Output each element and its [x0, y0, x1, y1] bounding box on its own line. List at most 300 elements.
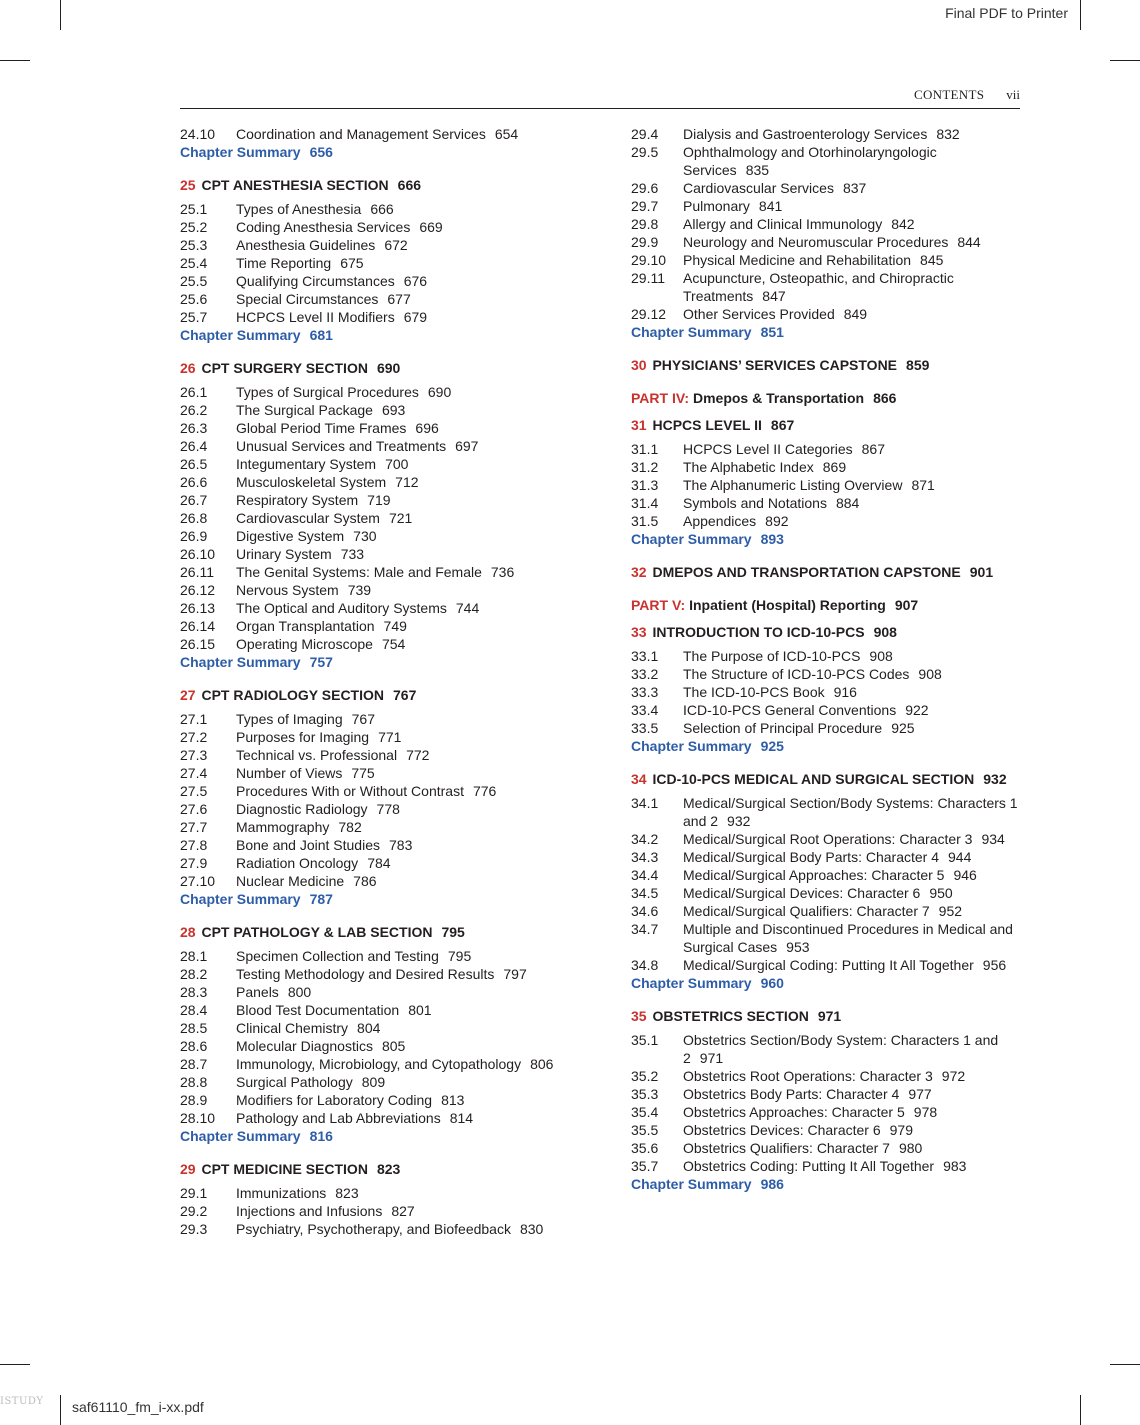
toc-right-column: [631, 125, 1026, 1193]
section-number: 35.6: [631, 1140, 659, 1156]
page-ref: 908: [873, 624, 897, 640]
section-title: [683, 494, 1026, 512]
toc-entry[interactable]: [180, 455, 600, 473]
toc-entry[interactable]: [180, 983, 600, 1001]
chapter-summary-link[interactable]: [180, 326, 600, 344]
section-title: [683, 215, 1026, 233]
toc-entry[interactable]: [180, 782, 600, 800]
section-title-text: Blood Test Documentation: [236, 1002, 400, 1018]
section-number: 25.2: [180, 219, 208, 235]
section-title-text: The Surgical Package: [236, 402, 373, 418]
toc-entry[interactable]: [180, 308, 600, 326]
page-ref: 837: [842, 180, 867, 196]
chapter-heading[interactable]: [180, 359, 600, 377]
page-ref: 816: [309, 1128, 333, 1144]
page-ref: 778: [376, 801, 400, 817]
section-number: 27.2: [180, 729, 208, 745]
page-ref: 669: [419, 219, 443, 235]
chapter-title: CPT SURGERY SECTION: [201, 360, 368, 376]
page-ref: 712: [395, 474, 419, 490]
toc-entry[interactable]: [180, 1019, 600, 1037]
section-number: 33.2: [631, 666, 659, 682]
section-title-text: Allergy and Clinical Immunology: [683, 216, 883, 232]
section-title: [683, 1067, 1026, 1085]
section-number: 27.8: [180, 837, 208, 853]
part-title: Dmepos & Transportation: [692, 390, 865, 406]
toc-entry[interactable]: [180, 125, 600, 143]
page-ref: 869: [822, 459, 847, 475]
section-title-text: Number of Views: [236, 765, 343, 781]
chapter-summary-link[interactable]: [180, 143, 600, 161]
chapter-summary-label: Chapter Summary: [631, 531, 752, 547]
section-title-text: Other Services Provided: [683, 306, 835, 322]
section-number: 35.1: [631, 1032, 659, 1048]
toc-entry[interactable]: [631, 197, 1026, 215]
toc-entry[interactable]: [180, 527, 600, 545]
page-ref: 901: [969, 564, 994, 580]
section-number: 28.1: [180, 948, 208, 964]
toc-entry[interactable]: [631, 1031, 1026, 1067]
toc-entry[interactable]: [180, 1055, 600, 1073]
section-title-text: Cardiovascular Services: [683, 180, 834, 196]
chapter-summary-label: Chapter Summary: [180, 144, 301, 160]
page-ref: 832: [936, 126, 960, 142]
section-title-text: Obstetrics Qualifiers: Character 7: [683, 1140, 890, 1156]
chapter-title: CPT ANESTHESIA SECTION: [201, 177, 389, 193]
page-ref: 656: [309, 144, 333, 160]
toc-entry[interactable]: [631, 701, 1026, 719]
page-ref: 809: [361, 1074, 386, 1090]
chapter-number: 31: [631, 417, 647, 433]
toc-entry[interactable]: [631, 794, 1026, 830]
part-heading[interactable]: [631, 596, 1026, 614]
toc-entry[interactable]: [180, 218, 600, 236]
page-ref: 721: [388, 510, 413, 526]
section-title-text: HCPCS Level II Categories: [683, 441, 853, 457]
section-title: [236, 818, 600, 836]
chapter-heading[interactable]: [631, 356, 1026, 374]
toc-entry[interactable]: [180, 545, 600, 563]
page-ref: 952: [938, 903, 963, 919]
toc-entry[interactable]: [180, 728, 600, 746]
crop-mark: [0, 1364, 30, 1365]
section-title-text: Obstetrics Devices: Character 6: [683, 1122, 881, 1138]
toc-entry[interactable]: [180, 290, 600, 308]
toc-entry[interactable]: [180, 491, 600, 509]
section-number: 26.14: [180, 618, 216, 634]
toc-entry[interactable]: [180, 746, 600, 764]
chapter-summary-label: Chapter Summary: [631, 975, 752, 991]
section-number: 25.5: [180, 273, 208, 289]
section-number: 27.10: [180, 873, 216, 889]
crop-mark: [1080, 0, 1081, 30]
section-number: 35.5: [631, 1122, 659, 1138]
section-title: [236, 1055, 600, 1073]
section-number: 26.2: [180, 402, 208, 418]
toc-entry[interactable]: [631, 956, 1026, 974]
part-heading[interactable]: [631, 389, 1026, 407]
page-ref: 971: [699, 1050, 724, 1066]
toc-entry[interactable]: [631, 179, 1026, 197]
chapter-summary-label: Chapter Summary: [180, 1128, 301, 1144]
section-number: 28.8: [180, 1074, 208, 1090]
section-title-text: Psychiatry, Psychotherapy, and Biofeedback: [236, 1221, 511, 1237]
chapter-heading[interactable]: [180, 176, 600, 194]
toc-entry[interactable]: [631, 1085, 1026, 1103]
section-title-text: Types of Anesthesia: [236, 201, 362, 217]
section-number: 28.2: [180, 966, 208, 982]
page-ref: 960: [760, 975, 784, 991]
page-ref: 971: [817, 1008, 842, 1024]
section-title: [236, 125, 600, 143]
toc-entry[interactable]: [631, 233, 1026, 251]
page-ref: 776: [472, 783, 497, 799]
toc-entry[interactable]: [631, 683, 1026, 701]
toc-entry[interactable]: [180, 1073, 600, 1091]
toc-entry[interactable]: [180, 800, 600, 818]
chapter-title: CPT RADIOLOGY SECTION: [201, 687, 385, 703]
section-number: 35.2: [631, 1068, 659, 1084]
section-title-text: The ICD-10-PCS Book: [683, 684, 825, 700]
toc-entry[interactable]: [180, 1091, 600, 1109]
chapter-number: 28: [180, 924, 196, 940]
toc-entry[interactable]: [180, 383, 600, 401]
section-number: 31.4: [631, 495, 659, 511]
chapter-summary-link[interactable]: [631, 1175, 1026, 1193]
toc-entry[interactable]: [631, 866, 1026, 884]
chapter-summary-link[interactable]: [631, 974, 1026, 992]
toc-entry[interactable]: [180, 710, 600, 728]
section-title-text: Physical Medicine and Rehabilitation: [683, 252, 912, 268]
toc-entry[interactable]: [180, 1202, 600, 1220]
section-title-text: Multiple and Discontinued Procedures in Medical and Surgical Cases: [683, 921, 1013, 955]
part-label: PART IV:: [631, 390, 690, 406]
section-title-text: Global Period Time Frames: [236, 420, 407, 436]
chapter-title: HCPCS LEVEL II: [652, 417, 762, 433]
section-title-text: Obstetrics Approaches: Character 5: [683, 1104, 905, 1120]
section-number: 25.3: [180, 237, 208, 253]
page-ref: 744: [455, 600, 480, 616]
chapter-heading[interactable]: [631, 623, 1026, 641]
toc-left-column: [180, 125, 600, 1238]
toc-entry[interactable]: [180, 965, 600, 983]
section-number: 26.1: [180, 384, 208, 400]
watermark-stamp: ISTUDY: [0, 1396, 44, 1407]
section-title-text: The Optical and Auditory Systems: [236, 600, 447, 616]
page-ref: 835: [745, 162, 770, 178]
toc-entry[interactable]: [180, 818, 600, 836]
section-title-text: Obstetrics Coding: Putting It All Together: [683, 1158, 935, 1174]
chapter-number: 30: [631, 357, 647, 373]
chapter-number: 34: [631, 771, 647, 787]
section-title: [236, 545, 600, 563]
running-head-label: CONTENTS: [913, 87, 985, 102]
toc-entry[interactable]: [631, 1157, 1026, 1175]
page-ref: 830: [519, 1221, 544, 1237]
page-ref: 946: [953, 867, 977, 883]
chapter-heading[interactable]: [180, 1160, 600, 1178]
section-title: [683, 884, 1026, 902]
section-title-text: Testing Methodology and Desired Results: [236, 966, 495, 982]
chapter-summary-link[interactable]: [631, 530, 1026, 548]
section-title: [683, 719, 1026, 737]
section-title-text: Immunizations: [236, 1185, 327, 1201]
section-number: 26.9: [180, 528, 208, 544]
section-title-text: Radiation Oncology: [236, 855, 359, 871]
toc-entry[interactable]: [180, 236, 600, 254]
chapter-summary-label: Chapter Summary: [180, 327, 301, 343]
chapter-summary-link[interactable]: [631, 737, 1026, 755]
section-number: 26.15: [180, 636, 216, 652]
section-title: [236, 1109, 600, 1127]
section-number: 28.10: [180, 1110, 216, 1126]
section-title: [683, 1031, 1026, 1067]
section-title-text: Types of Surgical Procedures: [236, 384, 419, 400]
page-ref: 932: [983, 771, 1007, 787]
section-number: 29.9: [631, 234, 659, 250]
section-number: 29.12: [631, 306, 667, 322]
chapter-heading[interactable]: [180, 686, 600, 704]
toc-entry[interactable]: [631, 125, 1026, 143]
chapter-summary-link[interactable]: [631, 323, 1026, 341]
page-ref: 681: [309, 327, 333, 343]
toc-entry[interactable]: [631, 440, 1026, 458]
section-title-text: Medical/Surgical Qualifiers: Character 7: [683, 903, 930, 919]
toc-entry[interactable]: [631, 251, 1026, 269]
section-title: [683, 830, 1026, 848]
toc-entry[interactable]: [180, 836, 600, 854]
toc-entry[interactable]: [180, 200, 600, 218]
section-title-text: Qualifying Circumstances: [236, 273, 395, 289]
section-number: 29.7: [631, 198, 659, 214]
section-title-text: Specimen Collection and Testing: [236, 948, 439, 964]
chapter-heading[interactable]: [631, 1007, 1026, 1025]
toc-entry[interactable]: [631, 1067, 1026, 1085]
section-number: 29.5: [631, 144, 659, 160]
section-number: 29.10: [631, 252, 667, 268]
toc-entry[interactable]: [180, 617, 600, 635]
toc-entry[interactable]: [180, 635, 600, 653]
section-title: [683, 476, 1026, 494]
section-number: 26.10: [180, 546, 216, 562]
section-title-text: Selection of Principal Procedure: [683, 720, 883, 736]
chapter-title: CPT MEDICINE SECTION: [201, 1161, 368, 1177]
section-title: [236, 254, 600, 272]
chapter-title: DMEPOS AND TRANSPORTATION CAPSTONE: [652, 564, 961, 580]
toc-entry[interactable]: [631, 647, 1026, 665]
running-head: [180, 87, 1020, 109]
toc-entry[interactable]: [631, 458, 1026, 476]
section-title-text: Clinical Chemistry: [236, 1020, 349, 1036]
section-title-text: Medical/Surgical Approaches: Character 5: [683, 867, 945, 883]
section-title-text: Unusual Services and Treatments: [236, 438, 447, 454]
section-title-text: Technical vs. Professional: [236, 747, 398, 763]
page-ref: 733: [340, 546, 365, 562]
toc-entry[interactable]: [631, 719, 1026, 737]
toc-entry[interactable]: [180, 1001, 600, 1019]
toc-entry[interactable]: [631, 1139, 1026, 1157]
section-title-text: Nuclear Medicine: [236, 873, 345, 889]
toc-entry[interactable]: [180, 272, 600, 290]
section-title: [683, 1085, 1026, 1103]
section-number: 26.7: [180, 492, 208, 508]
page-ref: 871: [911, 477, 935, 493]
section-title: [236, 200, 600, 218]
section-title-text: Medical/Surgical Body Parts: Character 4: [683, 849, 939, 865]
page-ref: 805: [381, 1038, 406, 1054]
section-title: [236, 599, 600, 617]
page-ref: 787: [309, 891, 333, 907]
toc-entry[interactable]: [631, 920, 1026, 956]
toc-entry[interactable]: [631, 476, 1026, 494]
section-number: 27.9: [180, 855, 208, 871]
section-title: [683, 251, 1026, 269]
toc-entry[interactable]: [180, 401, 600, 419]
toc-entry[interactable]: [180, 581, 600, 599]
section-title: [236, 1202, 600, 1220]
toc-entry[interactable]: [631, 830, 1026, 848]
toc-entry[interactable]: [180, 854, 600, 872]
section-title-text: Operating Microscope: [236, 636, 373, 652]
toc-entry[interactable]: [631, 512, 1026, 530]
section-title-text: Medical/Surgical Devices: Character 6: [683, 885, 921, 901]
section-title-text: Ophthalmology and Otorhinolaryngologic Services: [683, 144, 937, 178]
section-number: 28.4: [180, 1002, 208, 1018]
section-title: [683, 440, 1026, 458]
section-title: [236, 473, 600, 491]
toc-entry[interactable]: [631, 494, 1026, 512]
section-title: [236, 728, 600, 746]
section-title: [236, 1001, 600, 1019]
toc-entry[interactable]: [180, 1220, 600, 1238]
toc-entry[interactable]: [631, 215, 1026, 233]
footer-filename: saf61110_fm_i-xx.pdf: [72, 1399, 204, 1415]
chapter-summary-link[interactable]: [180, 653, 600, 671]
crop-mark: [60, 1395, 61, 1425]
section-title: [683, 179, 1026, 197]
page-ref: 679: [403, 309, 428, 325]
section-number: 28.3: [180, 984, 208, 1000]
section-title-text: Injections and Infusions: [236, 1203, 383, 1219]
section-number: 27.7: [180, 819, 208, 835]
page-ref: 782: [338, 819, 362, 835]
part-title: Inpatient (Hospital) Reporting: [689, 597, 886, 613]
page-ref: 922: [905, 702, 929, 718]
section-number: 29.2: [180, 1203, 208, 1219]
chapter-number: 26: [180, 360, 196, 376]
page-ref: 859: [906, 357, 930, 373]
section-title: [236, 782, 600, 800]
section-title: [236, 635, 600, 653]
page-ref: 801: [408, 1002, 432, 1018]
section-number: 34.4: [631, 867, 659, 883]
page-ref: 907: [894, 597, 919, 613]
toc-entry[interactable]: [180, 473, 600, 491]
section-number: 33.5: [631, 720, 659, 736]
chapter-summary-link[interactable]: [180, 890, 600, 908]
toc-entry[interactable]: [180, 509, 600, 527]
toc-entry[interactable]: [180, 1184, 600, 1202]
toc-entry[interactable]: [180, 563, 600, 581]
toc-entry[interactable]: [180, 437, 600, 455]
page-ref: 908: [918, 666, 942, 682]
section-title-text: Obstetrics Body Parts: Character 4: [683, 1086, 900, 1102]
section-number: 27.3: [180, 747, 208, 763]
page-ref: 795: [441, 924, 465, 940]
chapter-number: 35: [631, 1008, 647, 1024]
section-title: [683, 956, 1026, 974]
page-ref: 934: [981, 831, 1005, 847]
toc-entry[interactable]: [631, 884, 1026, 902]
section-title: [236, 236, 600, 254]
section-number: 31.3: [631, 477, 659, 493]
section-number: 34.2: [631, 831, 659, 847]
section-title-text: Obstetrics Section/Body System: Characters 1 and 2: [683, 1032, 999, 1066]
section-number: 25.1: [180, 201, 208, 217]
toc-entry[interactable]: [180, 254, 600, 272]
section-title-text: Symbols and Notations: [683, 495, 827, 511]
page-ref: 775: [351, 765, 375, 781]
page-ref: 866: [873, 390, 897, 406]
toc-entry[interactable]: [180, 419, 600, 437]
toc-entry[interactable]: [631, 1121, 1026, 1139]
section-title: [236, 272, 600, 290]
section-title-text: Pathology and Lab Abbreviations: [236, 1110, 441, 1126]
toc-entry[interactable]: [631, 902, 1026, 920]
toc-entry[interactable]: [180, 947, 600, 965]
toc-entry[interactable]: [631, 848, 1026, 866]
page-ref: 867: [861, 441, 885, 457]
page-ref: 908: [869, 648, 893, 664]
section-title-text: Integumentary System: [236, 456, 377, 472]
toc-entry[interactable]: [631, 269, 1026, 305]
chapter-heading[interactable]: [631, 770, 1026, 788]
toc-entry[interactable]: [631, 305, 1026, 323]
chapter-summary-label: Chapter Summary: [180, 654, 301, 670]
section-title: [683, 665, 1026, 683]
section-number: 26.6: [180, 474, 208, 490]
page-ref: 736: [490, 564, 515, 580]
chapter-heading[interactable]: [180, 923, 600, 941]
toc-entry[interactable]: [180, 599, 600, 617]
page-ref: 786: [353, 873, 377, 889]
toc-entry[interactable]: [180, 764, 600, 782]
section-number: 27.5: [180, 783, 208, 799]
page-ref: 977: [908, 1086, 932, 1102]
chapter-heading[interactable]: [631, 416, 1026, 434]
toc-entry[interactable]: [180, 1109, 600, 1127]
chapter-summary-link[interactable]: [180, 1127, 600, 1145]
page-ref: 823: [335, 1185, 359, 1201]
page-ref: 980: [898, 1140, 923, 1156]
toc-entry[interactable]: [631, 143, 1026, 179]
chapter-number: 29: [180, 1161, 196, 1177]
section-title-text: Respiratory System: [236, 492, 359, 508]
section-number: 25.6: [180, 291, 208, 307]
toc-entry[interactable]: [631, 1103, 1026, 1121]
section-title: [683, 848, 1026, 866]
toc-entry[interactable]: [180, 1037, 600, 1055]
page-ref: 978: [913, 1104, 938, 1120]
section-title-text: Modifiers for Laboratory Coding: [236, 1092, 433, 1108]
chapter-heading[interactable]: [631, 563, 1026, 581]
chapter-number: 33: [631, 624, 647, 640]
page-ref: 972: [941, 1068, 966, 1084]
toc-entry[interactable]: [631, 665, 1026, 683]
toc-entry[interactable]: [180, 872, 600, 890]
page-ref: 693: [381, 402, 406, 418]
section-title: [236, 965, 600, 983]
